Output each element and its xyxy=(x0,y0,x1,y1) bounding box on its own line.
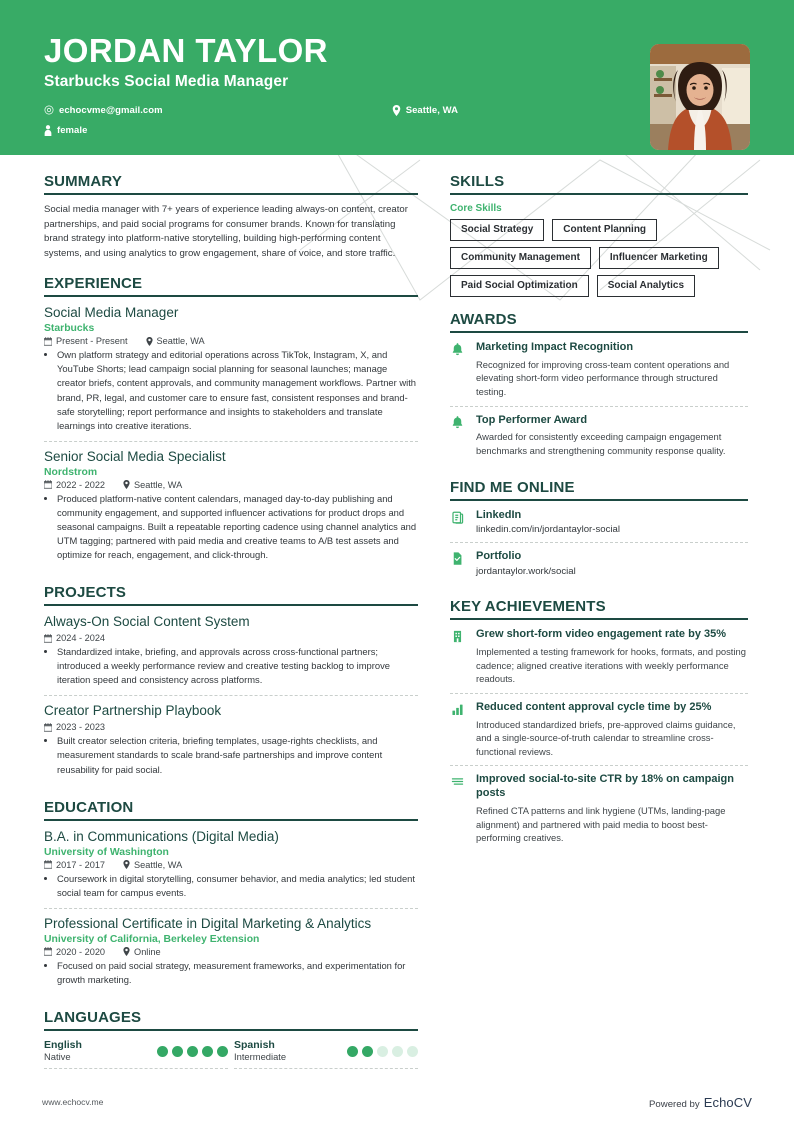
entry-title: Professional Certificate in Digital Marketing & Analytics xyxy=(44,915,372,931)
entry-bullets xyxy=(44,492,418,563)
entry-organization: University of Washington xyxy=(44,846,169,858)
entry-bullets xyxy=(44,645,418,687)
item-description: Refined CTA patterns and link hygiene (UTMs, landing-page alignment) and partnered with paid media to boost best-performing creatives. xyxy=(476,804,726,844)
item-title: Improved social-to-site CTR by 18% on campaign posts xyxy=(476,773,734,800)
resume-entry xyxy=(44,305,418,441)
building-icon xyxy=(450,628,467,686)
entry-bullets xyxy=(44,734,418,776)
entry-dates: 2017 - 2017 xyxy=(44,860,105,870)
entry-meta xyxy=(44,336,418,346)
document-check-icon xyxy=(450,550,467,577)
item-title: Marketing Impact Recognition xyxy=(476,341,634,353)
calendar-icon xyxy=(44,337,52,346)
section-rule xyxy=(44,819,418,821)
skill-tag[interactable]: Social Analytics xyxy=(597,275,695,297)
section-title-awards: AWARDS xyxy=(450,311,517,328)
proficiency-dot xyxy=(347,1046,358,1057)
left-column xyxy=(44,173,444,1083)
entry-location: Seattle, WA xyxy=(123,480,182,490)
header-job-title: Starbucks Social Media Manager xyxy=(44,72,289,90)
section-education xyxy=(44,799,418,995)
section-rule xyxy=(450,499,748,501)
calendar-icon xyxy=(44,860,52,869)
page-title: JORDAN TAYLOR xyxy=(44,32,328,69)
link-label: LinkedIn xyxy=(476,508,522,521)
proficiency-dot xyxy=(362,1046,373,1057)
resume-body xyxy=(0,155,794,1083)
resume-header xyxy=(0,0,794,155)
project-entries xyxy=(44,614,418,784)
calendar-icon xyxy=(44,723,52,732)
bell-icon xyxy=(450,341,467,399)
proficiency-dot xyxy=(217,1046,228,1057)
entry-title: B.A. in Communications (Digital Media) xyxy=(44,828,279,844)
entry-meta xyxy=(44,860,418,870)
language-names xyxy=(234,1039,342,1063)
section-title-experience: EXPERIENCE xyxy=(44,275,143,293)
icon-text-row xyxy=(450,628,748,693)
entry-meta xyxy=(44,947,418,957)
contact-email-text: echocvme@gmail.com xyxy=(59,104,163,116)
item-title: Reduced content approval cycle time by 25% xyxy=(476,700,712,713)
entry-title: Creator Partnership Playbook xyxy=(44,703,222,719)
entry-meta xyxy=(44,480,418,490)
link-label: Portfolio xyxy=(476,550,522,563)
section-key-achievements xyxy=(450,598,748,852)
contact-gender xyxy=(44,125,87,136)
section-skills xyxy=(450,173,748,297)
experience-entries xyxy=(44,305,418,570)
bell-icon xyxy=(450,414,467,458)
skill-tag[interactable]: Social Strategy xyxy=(450,219,544,241)
entry-bullet: • Produced platform-native content calendars, managed day-to-day publishing and community engagement, and supported influencer activations for product drops and seasonal campaigns. Built a repeatable reporting cadence using channel analytics and UTM tagging; partnered with paid media and creative teams to A/B test assets and optimize for reach, engagement, and click-through. xyxy=(57,492,418,563)
entry-bullet: • Built creator selection criteria, briefing templates, usage-rights checklists, and measurement standards to scale brand-safe partnerships and improve content reusability for paid social. xyxy=(57,734,418,776)
education-entries xyxy=(44,829,418,995)
proficiency-dot xyxy=(157,1046,168,1057)
footer-website: www.echocv.me xyxy=(42,1097,104,1107)
item-description: Awarded for consistently exceeding campaign engagement benchmarks and strengthening community response quality. xyxy=(476,431,726,456)
entry-dates: Present - Present xyxy=(44,336,128,346)
contact-location-text: Seattle, WA xyxy=(405,104,458,116)
map-pin-icon xyxy=(123,947,130,956)
entry-location: Seattle, WA xyxy=(123,860,182,870)
languages-list xyxy=(44,1039,418,1069)
language-name: English xyxy=(44,1038,82,1051)
online-link-row[interactable] xyxy=(450,542,748,584)
item-description: Introduced standardized briefs, pre-approved claims guidance, and a single-source-of-truth calendar to streamline cross-functional reviews. xyxy=(476,718,736,757)
calendar-icon xyxy=(44,634,52,643)
language-name: Spanish xyxy=(234,1038,275,1051)
skill-tag[interactable]: Influencer Marketing xyxy=(599,247,719,269)
contact-row xyxy=(44,122,464,139)
language-item xyxy=(234,1039,418,1069)
resume-entry xyxy=(44,441,418,570)
lines-icon xyxy=(450,773,467,844)
key-achievements-list xyxy=(450,628,748,852)
section-find-me-online xyxy=(450,479,748,585)
section-title-summary: SUMMARY xyxy=(44,173,122,190)
entry-dates: 2022 - 2022 xyxy=(44,480,105,490)
contact-gender-text: female xyxy=(57,124,88,136)
language-names xyxy=(44,1039,152,1063)
contact-location xyxy=(392,105,464,116)
proficiency-dots xyxy=(347,1046,418,1057)
icon-text-row xyxy=(450,406,748,465)
person-icon xyxy=(44,125,52,136)
resume-entry xyxy=(44,829,418,908)
calendar-icon xyxy=(44,947,52,956)
section-title-projects: PROJECTS xyxy=(44,584,127,602)
map-pin-icon xyxy=(392,105,401,116)
section-rule xyxy=(450,331,748,333)
resume-entry xyxy=(44,695,418,784)
entry-location: Online xyxy=(123,947,161,957)
entry-dates: 2024 - 2024 xyxy=(44,633,105,643)
entry-bullets xyxy=(44,872,418,900)
bar-chart-icon xyxy=(450,701,467,759)
entry-dates: 2020 - 2020 xyxy=(44,947,105,957)
entry-organization: Starbucks xyxy=(44,323,95,335)
footer-powered-label: Powered by xyxy=(649,1098,700,1110)
map-pin-icon xyxy=(123,480,130,489)
online-links-list xyxy=(450,509,748,585)
summary-text: Social media manager with 7+ years of experience leading always-on content, creator partnerships, and paid social programs for consumer brands. Known for translating brand strategy into platform-native storytelling, building high-performing content systems, and using analytics to grow engagement, share of voice, and store traffic. xyxy=(44,204,408,259)
entry-location: Seattle, WA xyxy=(146,336,205,346)
resume-entry xyxy=(44,614,418,695)
entry-organization: University of California, Berkeley Extension xyxy=(44,933,260,945)
skills-group-label: Core Skills xyxy=(450,203,502,214)
contact-grid xyxy=(44,102,464,139)
proficiency-dot xyxy=(392,1046,403,1057)
language-item xyxy=(44,1039,228,1069)
entry-bullet: • Focused on paid social strategy, measurement frameworks, and experimentation for growth marketing. xyxy=(57,959,418,987)
section-title-key-achievements: KEY ACHIEVEMENTS xyxy=(450,598,606,616)
map-pin-icon xyxy=(146,337,153,346)
page-footer xyxy=(0,1081,794,1123)
entry-bullets xyxy=(44,959,418,987)
entry-meta xyxy=(44,633,418,643)
skill-tag[interactable]: Content Planning xyxy=(552,219,657,241)
entry-organization: Nordstrom xyxy=(44,466,98,478)
map-pin-icon xyxy=(123,860,130,869)
proficiency-dot xyxy=(377,1046,388,1057)
language-level: Native xyxy=(44,1051,71,1063)
entry-bullet: • Own platform strategy and editorial operations across TikTok, Instagram, X, and YouTube Shorts; lead campaign social planning for seasonal launches; manage creator briefs, content approvals, and community management workflows. Partner with brand, PR, legal, and customer care to ensure fast, consistent responses and brand-safe storytelling; report performance and insights to stakeholders and translate learnings into creative iterations. xyxy=(57,348,418,433)
proficiency-dot xyxy=(187,1046,198,1057)
entry-title: Social Media Manager xyxy=(44,305,179,321)
section-projects xyxy=(44,584,418,784)
section-title-languages: LANGUAGES xyxy=(44,1008,142,1026)
icon-text-row xyxy=(450,341,748,406)
entry-title: Senior Social Media Specialist xyxy=(44,448,226,464)
section-rule xyxy=(450,193,748,195)
section-experience xyxy=(44,275,418,570)
link-url[interactable]: jordantaylor.work/social xyxy=(476,566,576,578)
clipboard-list-icon xyxy=(450,509,467,536)
at-icon xyxy=(44,105,54,115)
resume-entry xyxy=(44,908,418,995)
footer-brand: EchoCV xyxy=(703,1094,752,1110)
entry-bullet: • Coursework in digital storytelling, consumer behavior, and media analytics; led student social team for campus events. xyxy=(57,872,418,900)
entry-dates: 2023 - 2023 xyxy=(44,722,105,732)
icon-text-row xyxy=(450,765,748,851)
entry-bullet: • Standardized intake, briefing, and approvals across cross-functional partners; introduced a weekly performance review and creative testing backlog to improve iteration speed and consistency across platforms. xyxy=(57,645,418,687)
entry-meta xyxy=(44,722,418,732)
link-url[interactable]: linkedin.com/in/jordantaylor-social xyxy=(476,524,620,536)
section-summary xyxy=(44,173,418,261)
avatar-image xyxy=(650,44,750,150)
awards-list xyxy=(450,341,748,465)
entry-title: Always-On Social Content System xyxy=(44,614,250,630)
proficiency-dot xyxy=(407,1046,418,1057)
section-rule xyxy=(44,1029,418,1031)
skill-tag-list xyxy=(450,219,748,297)
item-title: Grew short-form video engagement rate by 35% xyxy=(476,628,727,641)
entry-bullets xyxy=(44,348,418,433)
section-awards xyxy=(450,311,748,465)
section-title-skills: SKILLS xyxy=(450,173,505,190)
calendar-icon xyxy=(44,480,52,489)
skill-tag[interactable]: Community Management xyxy=(450,247,591,269)
right-column xyxy=(444,173,748,1083)
language-level: Intermediate xyxy=(234,1051,287,1063)
section-rule xyxy=(44,295,418,297)
proficiency-dot xyxy=(172,1046,183,1057)
section-rule xyxy=(44,604,418,606)
item-description: Recognized for improving cross-team content operations and elevating short-form video performance through structured testing. xyxy=(476,358,730,397)
section-title-find-me-online: FIND ME ONLINE xyxy=(450,478,575,496)
contact-email[interactable] xyxy=(44,105,163,116)
footer-powered-by xyxy=(649,1095,752,1110)
avatar xyxy=(650,44,750,150)
skill-tag[interactable]: Paid Social Optimization xyxy=(450,275,589,297)
icon-text-row xyxy=(450,693,748,766)
contact-row xyxy=(44,102,464,119)
section-rule xyxy=(450,618,748,620)
proficiency-dots xyxy=(157,1046,228,1057)
proficiency-dot xyxy=(202,1046,213,1057)
online-link-row[interactable] xyxy=(450,509,748,543)
section-title-education: EDUCATION xyxy=(44,798,134,816)
section-languages xyxy=(44,1009,418,1069)
item-title: Top Performer Award xyxy=(476,413,588,426)
item-description: Implemented a testing framework for hooks, formats, and posting cadence; aligned creative iterations with weekly performance readouts. xyxy=(476,645,746,685)
section-rule xyxy=(44,193,418,195)
